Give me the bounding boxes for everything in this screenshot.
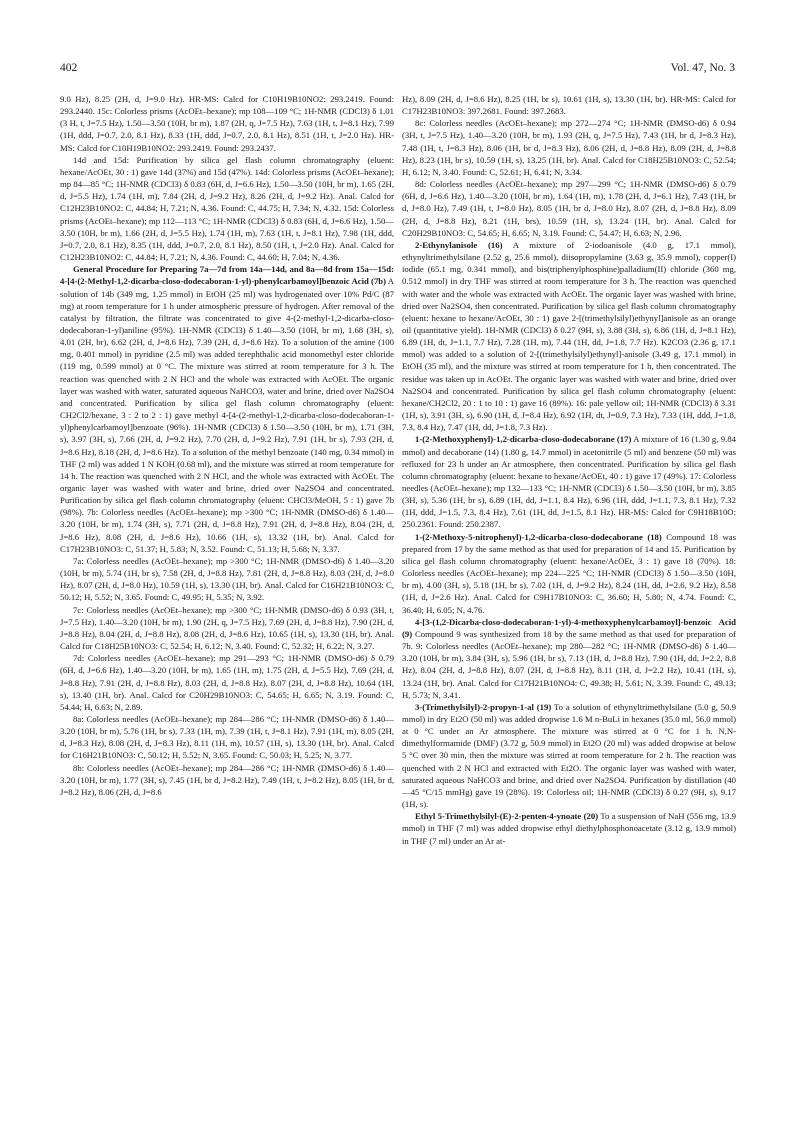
- paragraph-text: To a solution of ethynyltrimethylsilane (5.0 g, 50.9 mmol) in dry Et2O (50 ml) was added dropwise 1.6 M n-BuLi in hexanes (35.0 ml, 56.0 mmol) at 0 °C under an Ar atmosphere. The mixture was stirred at 0 °C for 1 h. N,N-dimethylformamide (DMF) (3.72 g, 50.9 mmol) in Et2O (20 ml) was added dropwise at below 5 °C over 30 min, then the mixture was stirred at room temperature for 2 h. The reaction was quenched with 2 N HCl and extracted with Et2O. The organic layer was washed with water, saturated aqueous NaHCO3 and brine, and dried over Na2SO4. Purification by distillation (40—45 °C/15 mmHg) gave 19 (28%). 19: Colorless oil; 1H-NMR (CDCl3) δ 0.27 (9H, s), 9.17 (1H, s).: [402, 701, 736, 810]
- paragraph-text: 8a: Colorless needles (AcOEt–hexane); mp 284—286 °C; 1H-NMR (DMSO-d6) δ 1.40—3.20 (10H, br m), 5.76 (1H, br s), 7.33 (1H, m), 7.39 (1H, t, J=8.1 Hz), 7.91 (1H, m), 8.05 (2H, d, J=8.3 Hz), 8.08 (2H, d, J=8.3 Hz), 8.11 (1H, m), 10.57 (1H, s), 13.30 (1H, br). Anal. Calcd for C16H21B10NO3: C, 50.12; H, 5.52; N, 3.65. Found: C, 50.03; H, 5.25; N, 3.77.: [60, 713, 394, 761]
- paragraph-heading: Ethyl 5-Trimethylsilyl-(E)-2-penten-4-ynoate (20): [415, 811, 599, 822]
- paragraph-text: 7a: Colorless needles (AcOEt–hexane); mp >300 °C; 1H-NMR (DMSO-d6) δ 1.40—3.20 (10H, br m), 5.74 (1H, br s), 7.58 (2H, d, J=8.8 Hz), 7.81 (2H, d, J=8.8 Hz), 8.03 (2H, d, J=8.0 Hz), 8.07 (2H, d, J=8.0 Hz), 10.59 (1H, s), 13.30 (1H, br). Anal. Calcd for C16H21B10NO3: C, 50.12; H, 5.52; N, 3.65. Found: C, 49.95; H, 5.35; N, 3.92.: [60, 555, 394, 603]
- paragraph: [60, 555, 394, 604]
- paragraph-text: 8c: Colorless needles (AcOEt–hexane); mp 272—274 °C; 1H-NMR (DMSO-d6) δ 0.94 (3H, t, J=7.5 Hz), 1.40—3.20 (10H, br m), 1.93 (2H, q, J=7.5 Hz), 7.43 (1H, br d, J=8.3 Hz), 7.48 (1H, t, J=8.3 Hz), 8.06 (1H, br d, J=8.3 Hz), 8.06 (2H, d, J=8.8 Hz), 8.09 (2H, d, J=8.8 Hz), 8.23 (1H, br s), 10.59 (1H, s), 13.25 (1H, br). Anal. Calcd for C18H25B10NO3: C, 52.54; H, 6.12; N, 3.40. Found: C, 52.61; H, 6.41; N, 3.34.: [402, 118, 736, 177]
- paragraph-text: 9.0 Hz), 8.25 (2H, d, J=9.0 Hz). HR-MS: Calcd for C10H19B10NO2: 293.2419. Found: 293.2440. 15c: Colorless prisms (AcOEt–hexane); mp 108—109 °C; 1H-NMR (CDCl3) δ 1.01 (3 H, t, J=7.5 Hz), 1.50—3.50 (10H, br m), 1.87 (2H, q, J=7.5 Hz), 7.63 (1H, t, J=8.1 Hz), 7.99 (1H, ddd, J=0.7, 2.0, 8.1 Hz), 8.33 (1H, ddd, J=0.7, 2.0, 8.1 Hz), 8.51 (1H, t, J=2.0 Hz). HR-MS: Calcd for C10H19B10NO2: 293.2419. Found: 293.2437.: [60, 94, 394, 153]
- paragraph: [402, 433, 736, 530]
- paragraph-text: A mixture of 2-iodoanisole (4.0 g, 17.1 mmol), ethynyltrimethylsilane (2.52 g, 25.6 mmol), diisopropylamine (3.63 g, 35.9 mmol), copper(I) iodide (65.1 mg, 0.341 mmol), and bis(triphenylphosphine)palladium(II) chloride (360 mg, 0.512 mmol) in dry THF was stirred at room temperature for 3 h. The reaction was quenched with water and the whole was extracted with AcOEt. The organic layer was washed with brine, dried over Na2SO4, then concentrated. Purification by silica gel flash column chromatography (eluent: hexane to hexane/AcOEt, 30 : 1) gave 2-[(trimethylsilyl)ethynyl]anisole as an orange oil (quantitative yield). 1H-NMR (CDCl3) δ 0.27 (9H, s), 3.88 (3H, s), 6.86 (1H, d, J=8.1 Hz), 6.89 (1H, dt, J=1.1, 7.7 Hz), 7.28 (1H, m), 7.44 (1H, dd, J=1.8, 7.7 Hz). K2CO3 (2.36 g, 17.1 mmol) was added to a solution of 2-[(trimethylsilyl)ethynyl]-anisole (3.49 g, 17.1 mmol) in EtOH (35 ml), and the mixture was stirred at room temperature for 1 h, then concentrated. The residue was taken up in AcOEt. The organic layer was washed with water and brine, dried over Na2SO4 and concentrated. Purification by silica gel flash column chromatography (eluent: hexane/CH2Cl2, 20 : 1 to 10 : 1) gave 16 (89%). 16: pale yellow oil; 1H-NMR (CDCl3) δ 3.31 (1H, s), 3.91 (3H, s), 6.90 (1H, d, J=8.4 Hz), 6.92 (1H, dt, J=0.9, 7.3 Hz), 7.33 (1H, ddd, J=1.8, 7.3, 8.4 Hz), 7.47 (1H, dd, J=1.8, 7.3 Hz).: [402, 239, 736, 433]
- paragraph-heading: 1-(2-Methoxy-5-nitrophenyl)-1,2-dicarba-closo-dodecaborane (18): [415, 531, 662, 542]
- page-header: [60, 62, 735, 78]
- journal-volume: Vol. 47, No. 3: [670, 62, 735, 74]
- paragraph-heading: 3-(Trimethylsilyl)-2-propyn-1-al (19): [415, 701, 552, 712]
- paragraph: [402, 810, 736, 846]
- paragraph: [402, 239, 736, 434]
- paragraph-text: Hz), 8.09 (2H, d, J=8.6 Hz), 8.25 (1H, br s), 10.61 (1H, s), 13.30 (1H, br). HR-MS: Calcd for C17H23B10NO3: 397.2681. Found: 397.2683.: [402, 94, 736, 117]
- paragraph-text: 8d: Colorless needles (AcOEt–hexane); mp 297—299 °C; 1H-NMR (DMSO-d6) δ 0.79 (6H, d, J=6.6 Hz), 1.40—3.20 (10H, br m), 1.64 (1H, m), 1.78 (2H, d, J=6.1 Hz), 7.43 (1H, br d, J=8.0 Hz), 7.49 (1H, t, J=8.0 Hz), 8.05 (1H, br d, J=8.0 Hz), 8.07 (2H, d, J=8.8 Hz), 8.09 (2H, d, J=8.8 Hz), 8.21 (1H, brs), 10.59 (1H, s), 13.24 (1H, br). Anal. Calcd for C20H29B10NO3: C, 54.65; H, 6.65; N, 3.19. Found: C, 54.47; H, 6.63; N, 2.96.: [402, 179, 736, 238]
- paragraph-text: A mixture of 16 (1.30 g, 9.84 mmol) and decaborane (14) (1.80 g, 14.7 mmol) in acetonitrile (5 ml) and benzene (50 ml) was refluxed for 23 h under an Ar atmosphere, then concentrated. Purification by silica gel flash column chromatography (eluent: hexane to hexane/AcOEt, 40 : 1) gave 17 (49%). 17: Colorless needles (AcOEt–hexane); mp 132—133 °C; 1H-NMR (CDCl3) δ 1.50—3.50 (10H, br m), 3.85 (3H, s), 5.36 (1H, br s), 6.89 (1H, dd, J=1.1, 8.4 Hz), 6.96 (1H, ddd, J=1.1, 7.3, 8.1 Hz), 7.32 (1H, ddd, J=1.5, 7.3, 8.4 Hz), 7.61 (1H, dd, J=1.5, 8.1 Hz). HR-MS: Calcd for C9H18B10O: 250.2361. Found: 250.2387.: [402, 434, 736, 530]
- paragraph-text: Compound 18 was prepared from 17 by the same method as that used for preparation of 14 and 15. Purification by silica gel flash column chromatography (eluent: hexane/AcOEt, 3 : 1) gave 18 (70%). 18: Colorless needles (AcOEt–hexane); mp 224—225 °C; 1H-NMR (CDCl3) δ 1.50—3.50 (10H, br m), 4.00 (3H, s), 5.18 (1H, br s), 7.02 (1H, d, J=9.2 Hz), 8.24 (1H, dd, J=2.6, 9.2 Hz), 8.58 (1H, d, J=2.6 Hz). Anal. Calcd for C9H17B10NO3: C, 36.60; H, 5.80; N, 4.74. Found: C, 36.40; H, 6.05; N, 4.76.: [402, 531, 736, 615]
- paragraph-text: 7d: Colorless needles (AcOEt–hexane); mp 291—293 °C; 1H-NMR (DMSO-d6) δ 0.79 (6H, d, J=6.6 Hz), 1.40—3.20 (10H, br m), 1.65 (1H, m), 1.75 (2H, d, J=5.5 Hz), 7.69 (2H, d, J=8.8 Hz), 7.91 (2H, d, J=8.8 Hz), 8.03 (2H, d, J=8.8 Hz), 8.07 (2H, d, J=8.8 Hz), 10.64 (1H, s), 13.40 (1H, br). Anal. Calcd for C20H29B10NO3: C, 54.65; H, 6.65; N, 3.19. Found: C, 54.44; H, 6.63; N, 2.89.: [60, 653, 394, 712]
- paragraph-text: To a suspension of NaH (556 mg, 13.9 mmol) in THF (7 ml) was added dropwise ethyl diethylphosphonoacetate (3.12 g, 13.9 mmol) in THF (7 ml) under an Ar at-: [402, 811, 736, 846]
- left-column: [60, 93, 394, 1093]
- page-number: 402: [60, 62, 78, 74]
- paragraph: [60, 652, 394, 713]
- paragraph: [402, 616, 736, 701]
- paragraph-text: 14d and 15d: Purification by silica gel flash column chromatography (eluent: hexane/AcOEt, 30 : 1) gave 14d (37%) and 15d (47%). 14d: Colorless prisms (AcOEt–hexane); mp 84—85 °C; 1H-NMR (CDCl3) δ 0.83 (6H, d, J=6.6 Hz), 1.50—3.50 (10H, br m), 1.65 (2H, d, J=5.5 Hz), 1.74 (1H, m), 7.84 (2H, d, J=9.2 Hz), 8.26 (2H, d, J=9.2 Hz). Anal. Calcd for C12H23B10NO2: C, 44.84; H, 7.21; N, 4.36. Found: C, 44.75; H, 7.34; N, 4.32. 15d: Colorless prisms (AcOEt–hexane); mp 112—113 °C; 1H-NMR (CDCl3) δ 0.83 (6H, d, J=6.6 Hz), 1.50—3.50 (10H, br m), 1.66 (2H, d, J=5.5 Hz), 1.74 (1H, m), 7.63 (1H, t, J=8.1 Hz), 7.98 (1H, ddd, J=0.7, 2.0, 8.1 Hz), 8.35 (1H, ddd, J=0.7, 2.0, 8.1 Hz), 8.50 (1H, t, J=2.0 Hz). Anal. Calcd for C12H23B10NO2: C, 44.84; H, 7.21; N, 4.36. Found: C, 44.60; H, 7.04; N, 4.36.: [60, 154, 394, 263]
- paragraph-text: Compound 9 was synthesized from 18 by the same method as that used for preparation of 7b. 9: Colorless needles (AcOEt–hexane); mp 280—282 °C; 1H-NMR (DMSO-d6) δ 1.40—3.20 (10H, br m), 3.84 (3H, s), 5.96 (1H, br s), 7.13 (1H, d, J=8.8 Hz), 7.90 (1H, dd, J=2.2, 8.8 Hz), 8.04 (2H, d, J=8.8 Hz), 8.07 (2H, d, J=8.8 Hz), 8.11 (1H, d, J=2.2 Hz), 10.41 (1H, s), 13.24 (1H, br). Anal. Calcd for C17H21B10NO4: C, 49.38; H, 5.61; N, 3.39. Found: C, 49.13; H, 5.73; N, 3.41.: [402, 628, 736, 700]
- paragraph: [402, 93, 736, 117]
- paragraph-heading: General Procedure for Preparing 7a—7d from 14a—14d, and 8a—8d from 15a—15d: 4-[4-(2-Methyl-1,2-dicarba-closo-dodecaboran-1-yl)-phenylcarbamoyl]benzoic Acid (7b): [60, 264, 394, 287]
- paragraph-text: 7c: Colorless needles (AcOEt–hexane); mp >300 °C; 1H-NMR (DMSO-d6) δ 0.93 (3H, t, J=7.5 Hz), 1.40—3.20 (10H, br m), 1.90 (2H, q, J=7.5 Hz), 7.69 (2H, d, J=8.8 Hz), 7.90 (2H, d, J=8.8 Hz), 8.04 (2H, d, J=8.8 Hz), 8.08 (2H, d, J=8.6 Hz), 10.65 (1H, s), 13.30 (1H, br). Anal. Calcd for C18H25B10NO3: C, 52.54; H, 6.12; N, 3.40. Found: C, 52.32; H, 6.22; N, 3.27.: [60, 604, 394, 652]
- paragraph: [402, 117, 736, 178]
- paragraph-heading: 1-(2-Methoxyphenyl)-1,2-dicarba-closo-dodecaborane (17): [415, 434, 632, 445]
- paragraph: [60, 263, 394, 555]
- paragraph: [402, 701, 736, 810]
- right-column: [402, 93, 736, 1093]
- paragraph: [60, 713, 394, 762]
- paragraph: [60, 604, 394, 653]
- paragraph: [60, 154, 394, 263]
- paragraph: [60, 93, 394, 154]
- paragraph-heading: 4-[3-(1,2-Dicarba-closo-dodecaboran-1-yl)-4-methoxyphenylcarbamoyl]-benzoic Acid (9): [402, 616, 736, 639]
- paragraph: [60, 762, 394, 798]
- paragraph-heading: 2-Ethynylanisole (16): [415, 239, 503, 250]
- paragraph: [402, 531, 736, 616]
- paragraph-text: A solution of 14b (349 mg, 1.25 mmol) in EtOH (25 ml) was hydrogenated over 10% Pd/C (87 mg) at room temperature for 1 h under atmospheric pressure of hydrogen. After removal of the catalyst by filtration, the filtrate was concentrated to give 4-(2-methyl-1,2-dicarba-closo-dodecaboran-1-yl)aniline (95%). 1H-NMR (CDCl3) δ 1.40—3.50 (10H, br m), 1.68 (3H, s), 4.01 (2H, br), 6.62 (2H, d, J=8.6 Hz), 7.39 (2H, d, J=8.6 Hz). To a solution of the amine (100 mg, 0.401 mmol) in pyridine (2.5 ml) was added terephthalic acid monomethyl ester chloride (119 mg, 0.599 mmol) at 0 °C. The mixture was stirred at room temperature for 3 h. The reaction was quenched with 2 N HCl and the whole was extracted with AcOEt. The organic layer was washed with water, saturated aqueous NaHCO3, water and brine, dried over Na2SO4 and concentrated. Purification by silica gel flash column chromatography (eluent: CH2Cl2/hexane, 3 : 2 to 2 : 1) gave methyl 4-[4-(2-methyl-1,2-dicarba-closo-dodecaboran-1-yl)phenylcarbamoyl]benzoate (96%). 1H-NMR (CDCl3) δ 1.50—3.50 (10H, br m), 1.71 (3H, s), 3.97 (3H, s), 7.66 (2H, d, J=9.2 Hz), 7.70 (2H, d, J=9.2 Hz), 7.91 (1H, br s), 7.93 (2H, d, J=8.6 Hz), 8.18 (2H, d, J=8.6 Hz). To a solution of the methyl benzoate (140 mg, 0.34 mmol) in THF (2 ml) was added 1 N KOH (0.68 ml), and the mixture was stirred at room temperature for 14 h. The reaction was quenched with 2 N HCl, and the whole was extracted with AcOEt. The organic layer was washed with water and brine, dried over Na2SO4 and concentrated. Purification by silica gel flash column chromatography (eluent: CHCl3/MeOH, 5 : 1) gave 7b (98%). 7b: Colorless needles (AcOEt–hexane); mp >300 °C; 1H-NMR (DMSO-d6) δ 1.40—3.20 (10H, br m), 1.74 (3H, s), 7.71 (2H, d, J=8.8 Hz), 7.91 (2H, d, J=8.8 Hz), 8.04 (2H, d, J=8.6 Hz), 8.08 (2H, d, J=8.6 Hz), 10.66 (1H, s), 13.32 (1H, br). Anal. Calcd for C17H23B10NO3: C, 51.37; H, 5.83; N, 3.52. Found: C, 51.13; H, 5.68; N, 3.37.: [60, 276, 394, 554]
- paragraph: [402, 178, 736, 239]
- paragraph-text: 8b: Colorless needles (AcOEt–hexane); mp 284—286 °C; 1H-NMR (DMSO-d6) δ 1.40—3.20 (10H, br m), 1.77 (3H, s), 7.45 (1H, br d, J=8.2 Hz), 7.49 (1H, t, J=8.2 Hz), 8.05 (1H, br d, J=8.2 Hz), 8.06 (2H, d, J=8.6: [60, 762, 394, 797]
